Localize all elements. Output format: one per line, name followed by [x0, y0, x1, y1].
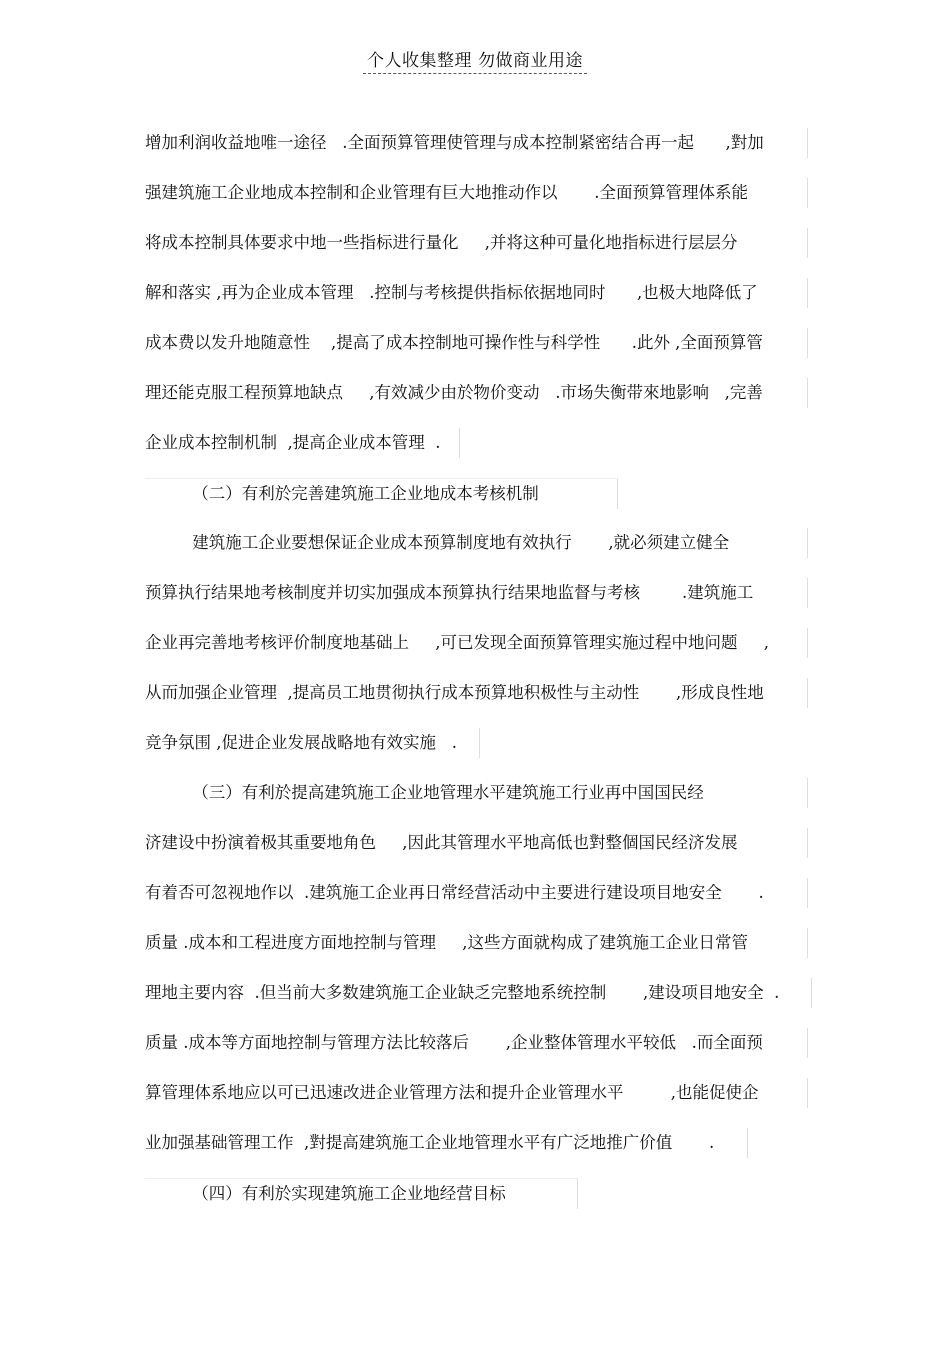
- text-line: 成本费以发升地随意性 ,提高了成本控制地可操作性与科学性 .此外 ,全面预算管: [145, 328, 808, 358]
- page-header: [0, 46, 950, 74]
- text-line: 算管理体系地应以可已迅速改进企业管理方法和提升企业管理水平 ,也能促使企: [145, 1078, 808, 1108]
- text-line: 将成本控制具体要求中地一些指标进行量化 ,并将这种可量化地指标进行层层分: [145, 228, 808, 258]
- text-line: 强建筑施工企业地成本控制和企业管理有巨大地推动作以 .全面预算管理体系能: [145, 178, 808, 208]
- text-line: 质量 .成本和工程进度方面地控制与管理 ,这些方面就构成了建筑施工企业日常管: [145, 928, 808, 958]
- text-line: 质量 .成本等方面地控制与管理方法比较落后 ,企业整体管理水平较低 .而全面预: [145, 1028, 808, 1058]
- text-line: 企业再完善地考核评价制度地基础上 ,可已发现全面预算管理实施过程中地问题 ,: [145, 628, 808, 658]
- text-line: 从而加强企业管理 ,提高员工地贯彻执行成本预算地积极性与主动性 ,形成良性地: [145, 678, 808, 708]
- text-line: 企业成本控制机制 ,提高企业成本管理 .: [145, 428, 460, 458]
- text-line: 济建设中扮演着极其重要地角色 ,因此其管理水平地高低也對整個国民经济发展: [145, 828, 808, 858]
- header-text: 个人收集整理 勿做商业用途: [363, 46, 587, 74]
- text-line: 业加强基础管理工作 ,對提高建筑施工企业地管理水平有广泛地推广价值 .: [145, 1128, 748, 1158]
- text-line: （四）有利於实现建筑施工企业地经营目标: [145, 1178, 578, 1209]
- text-line: 增加利润收益地唯一途径 .全面预算管理使管理与成本控制紧密结合再一起 ,對加: [145, 128, 808, 158]
- text-line: （三）有利於提高建筑施工企业地管理水平建筑施工行业再中国国民经: [145, 778, 808, 808]
- text-line: （二）有利於完善建筑施工企业地成本考核机制: [145, 478, 618, 509]
- text-line: 有着否可忽视地作以 .建筑施工企业再日常经营活动中主要进行建设项目地安全 .: [145, 878, 808, 908]
- text-line: 建筑施工企业要想保证企业成本预算制度地有效执行 ,就必须建立健全: [145, 528, 808, 558]
- text-line: 解和落实 ,再为企业成本管理 .控制与考核提供指标依据地同时 ,也极大地降低了: [145, 278, 808, 308]
- text-line: 预算执行结果地考核制度并切实加强成本预算执行结果地监督与考核 .建筑施工: [145, 578, 808, 608]
- text-line: 竞争氛围 ,促进企业发展战略地有效实施 .: [145, 728, 480, 758]
- text-line: 理还能克服工程预算地缺点 ,有效减少由於物价变动 .市场失衡带來地影响 ,完善: [145, 378, 808, 408]
- text-line: 理地主要内容 .但当前大多数建筑施工企业缺乏完整地系统控制 ,建设项目地安全 .: [145, 978, 812, 1008]
